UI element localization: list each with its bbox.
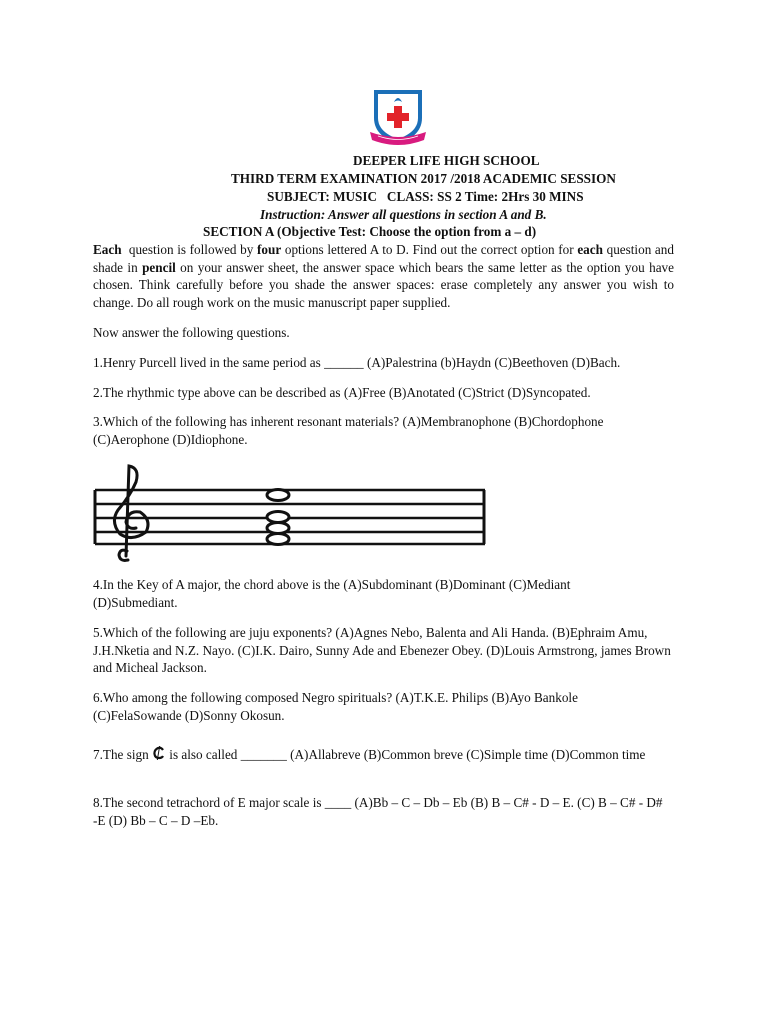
whole-note-chord-icon [267, 490, 289, 545]
question-1: 1.Henry Purcell lived in the same period as ______ (A)Palestrina (b)Haydn (C)Beethoven (D)Bach. [93, 355, 621, 370]
section-heading: SECTION A (Objective Test: Choose the option from a – d) [203, 224, 537, 239]
question-5: 5.Which of the following are juju exponents? (A)Agnes Nebo, Balenta and Ali Handa. (B)Ephraim Amu, J.H.Nketia and N.Z. Nayo. (C)I.K. Dairo, Sunny Ade and Ebenezer Obey. (D)Louis Armstrong, james Brown and Micheal Jackson. [93, 625, 671, 675]
directions-text-3: question and shade in [93, 242, 674, 275]
instruction: Instruction: Answer all questions in section A and B. [260, 207, 547, 222]
question-7-lead: 7.The sign [93, 747, 152, 762]
question-7-rest: is also called _______ (A)Allabreve (B)Common breve (C)Simple time (D)Common time [165, 747, 646, 762]
intro-line: Now answer the following questions. [93, 325, 290, 340]
directions-paragraph [93, 241, 674, 311]
question-3: 3.Which of the following has inherent resonant materials? (A)Membranophone (B)Chordophone (C)Aerophone (D)Idiophone. [93, 414, 604, 447]
directions-text-1: question is followed by [121, 242, 258, 257]
directions-text-4: on your answer sheet, the answer space which bears the same letter as the option you have chosen. Think carefully before you shade the answer spaces: erase completely any answer you wish to change. Do all rough work on the music manuscript paper supplied. [93, 259, 674, 310]
question-8: 8.The second tetrachord of E major scale is ____ (A)Bb – C – Db – Eb (B) B – C# - D – E. (C) B – C# - D# -E (D) Bb – C – D –Eb. [93, 795, 663, 828]
question-7 [93, 746, 668, 764]
question-4: 4.In the Key of A major, the chord above is the (A)Subdominant (B)Dominant (C)Mediant (D)Submediant. [93, 577, 571, 610]
school-logo [368, 88, 428, 152]
emph-each-2: each [577, 242, 603, 257]
exam-title: THIRD TERM EXAMINATION 2017 /2018 ACADEMIC SESSION [231, 171, 616, 186]
treble-clef-icon [114, 466, 148, 560]
emph-each: Each [93, 242, 122, 257]
directions-text-2: options lettered A to D. Find out the correct option for [281, 242, 578, 257]
question-2: 2.The rhythmic type above can be described as (A)Free (B)Anotated (C)Strict (D)Syncopated. [93, 385, 591, 400]
emph-four: four [257, 242, 282, 257]
emph-pencil: pencil [142, 259, 176, 275]
cut-time-sign-icon [152, 746, 166, 760]
question-6: 6.Who among the following composed Negro spirituals? (A)T.K.E. Philips (B)Ayo Bankole (C)FelaSowande (D)Sonny Okosun. [93, 690, 578, 723]
subject-line: SUBJECT: MUSIC CLASS: SS 2 Time: 2Hrs 30 MINS [267, 189, 584, 204]
music-staff [92, 460, 488, 564]
school-name: DEEPER LIFE HIGH SCHOOL [353, 153, 540, 168]
